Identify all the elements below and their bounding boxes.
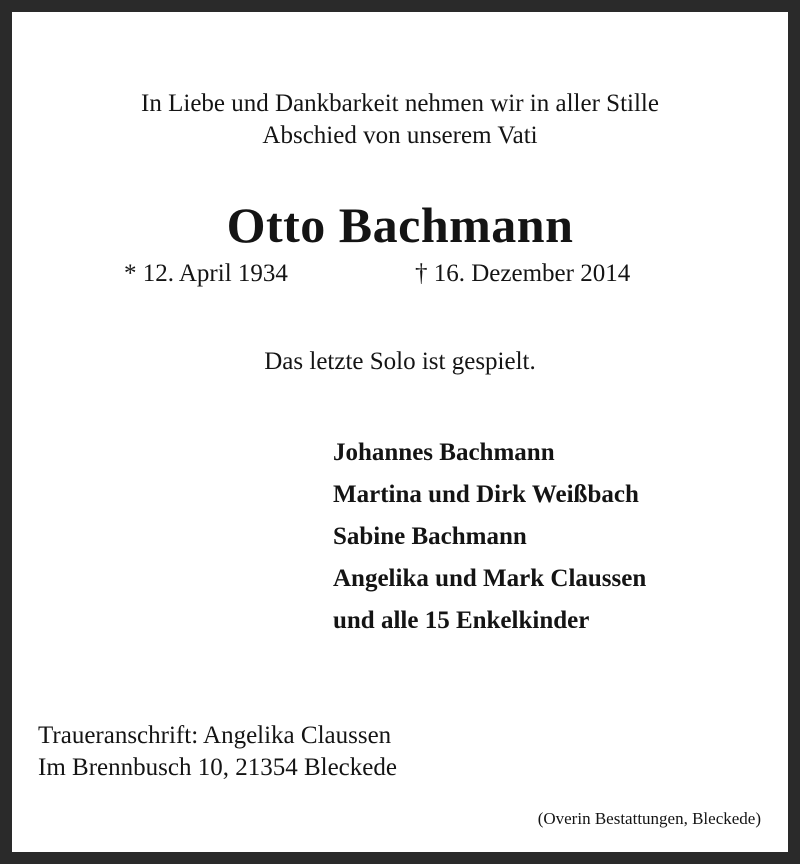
address-line-2: Im Brennbusch 10, 21354 Bleckede	[38, 754, 397, 781]
memorial-quote: Das letzte Solo ist gespielt.	[264, 348, 536, 375]
undertaker-credit: (Overin Bestattungen, Bleckede)	[537, 809, 761, 828]
mourner-name: Angelika und Mark Claussen	[333, 565, 647, 592]
mourner-name: Johannes Bachmann	[333, 439, 555, 466]
intro-line-2: Abschied von unserem Vati	[262, 122, 538, 149]
mourner-name: Martina und Dirk Weißbach	[333, 481, 639, 508]
obituary-notice	[12, 12, 788, 852]
death-date: † 16. Dezember 2014	[415, 260, 631, 287]
birth-date: * 12. April 1934	[124, 260, 288, 287]
mourner-name: Sabine Bachmann	[333, 523, 527, 550]
mourners-list	[333, 438, 646, 648]
mourning-address	[38, 720, 397, 784]
intro-line-1: In Liebe und Dankbarkeit nehmen wir in aller Stille	[141, 90, 659, 117]
deceased-name: Otto Bachmann	[226, 197, 574, 253]
address-line-1: Traueranschrift: Angelika Claussen	[38, 722, 392, 749]
mourner-name: und alle 15 Enkelkinder	[333, 607, 590, 634]
